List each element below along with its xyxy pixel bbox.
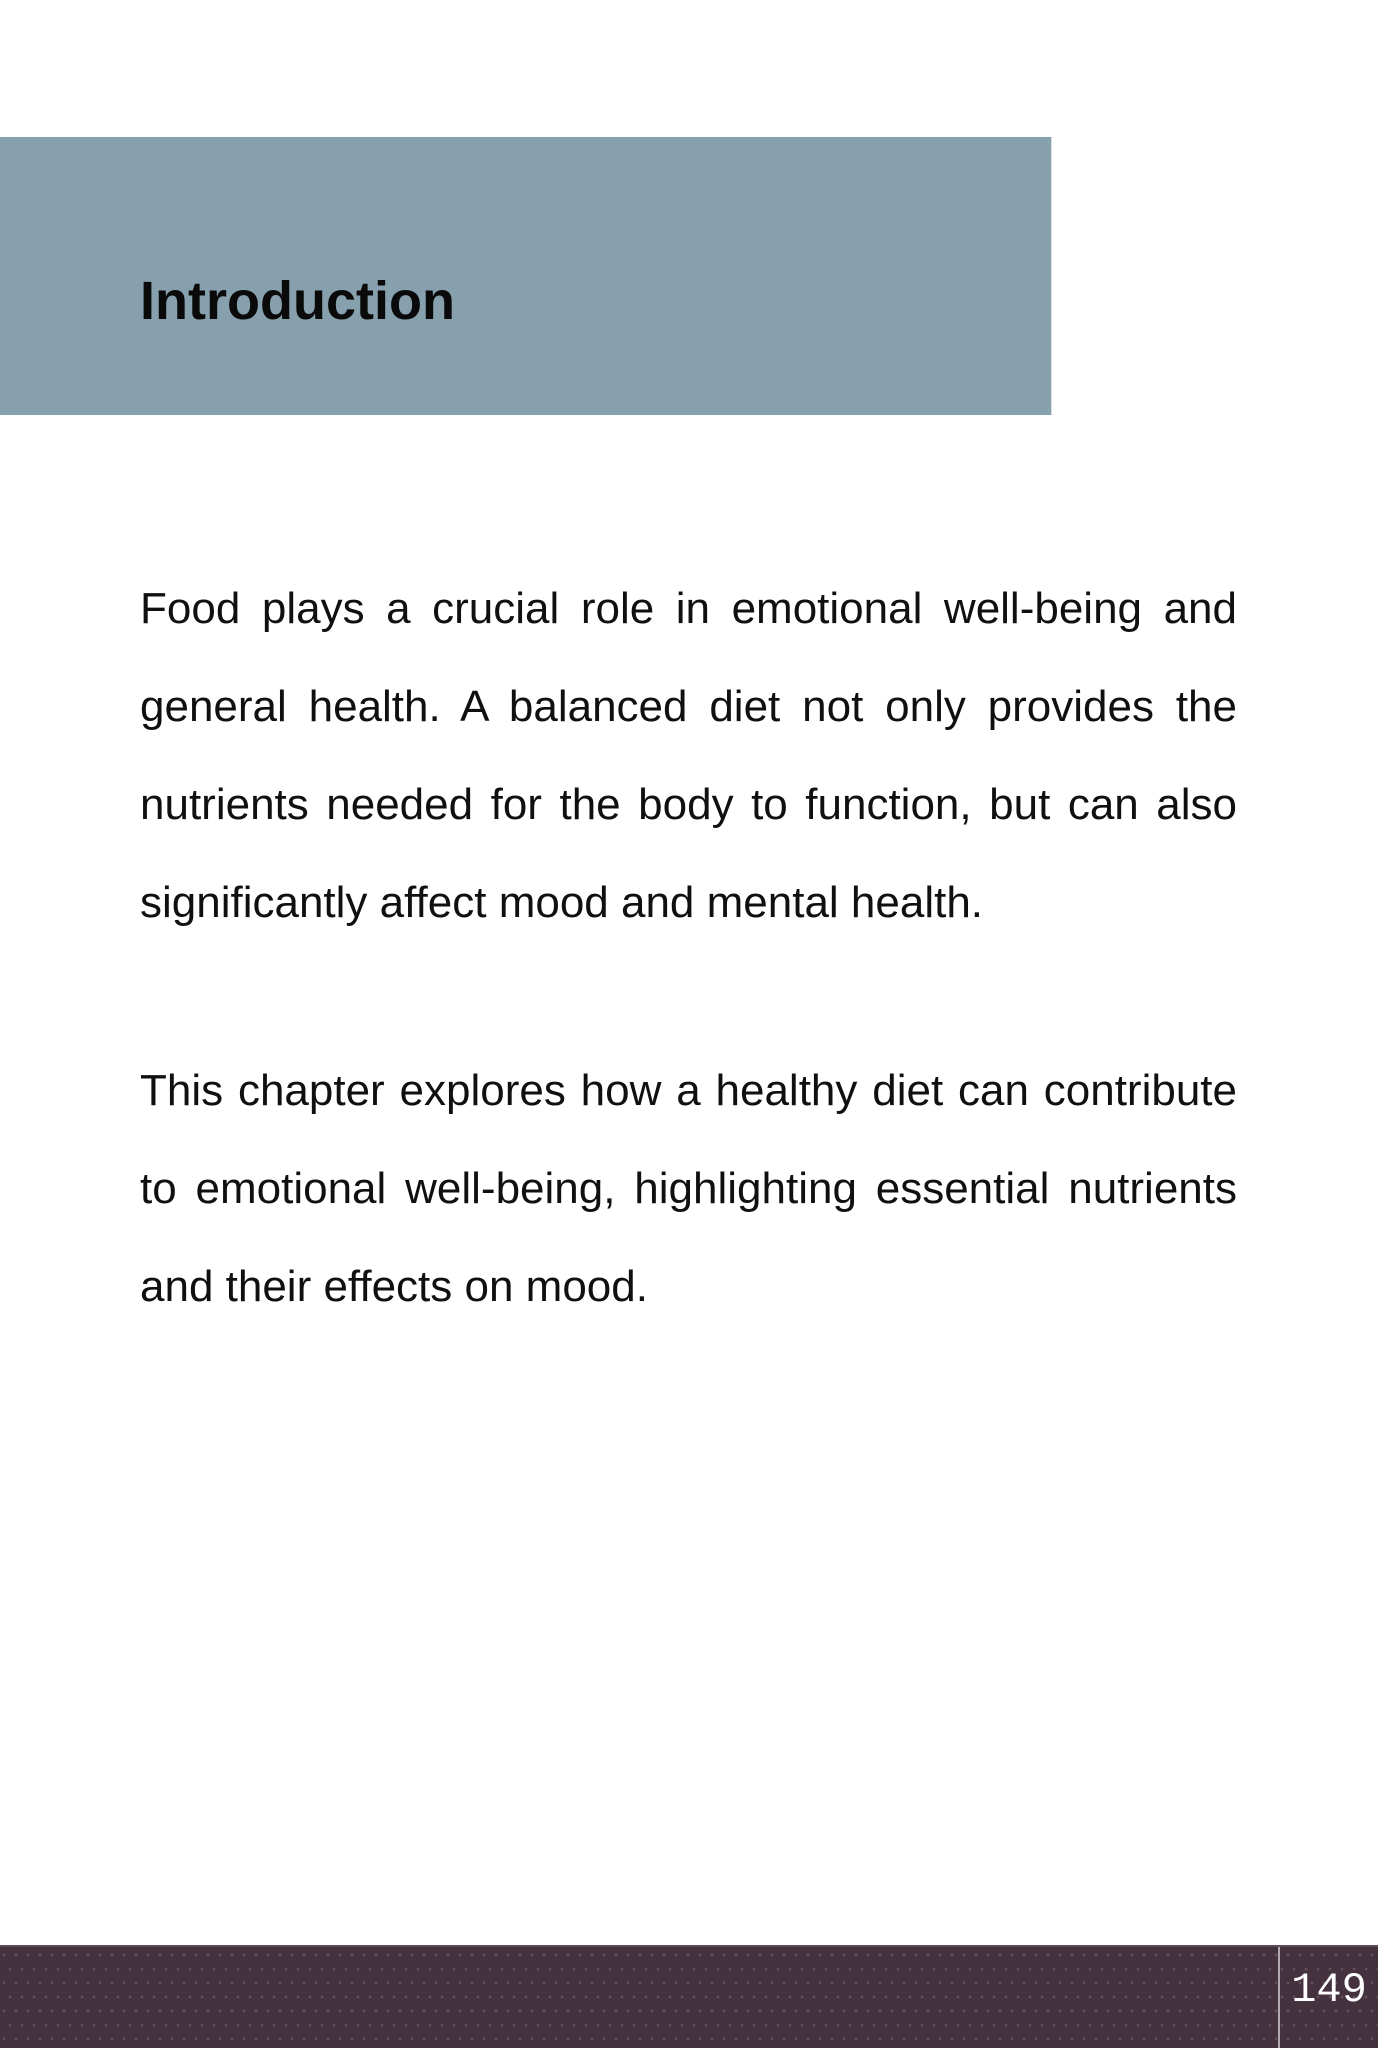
text-line: nutrients needed for the body to function, but can also	[140, 780, 1237, 829]
text-line: significantly affect mood and mental health.	[140, 878, 984, 927]
page-number-cell	[1280, 1947, 1378, 2048]
paragraph-intro-2	[140, 1042, 1237, 1336]
text-line: and their effects on mood.	[140, 1262, 648, 1311]
text-line: to emotional well-being, highlighting essential nutrients	[140, 1164, 1237, 1213]
text-line: general health. A balanced diet not only provides the	[140, 682, 1237, 731]
paragraph-intro-1	[140, 560, 1237, 952]
text-line: Food plays a crucial role in emotional well-being and	[140, 584, 1237, 633]
page-number: 149	[1291, 1965, 1367, 2014]
text-line: This chapter explores how a healthy diet can contribute	[140, 1066, 1237, 1115]
section-title: Introduction	[140, 271, 455, 332]
footer-bar	[0, 1945, 1378, 2048]
